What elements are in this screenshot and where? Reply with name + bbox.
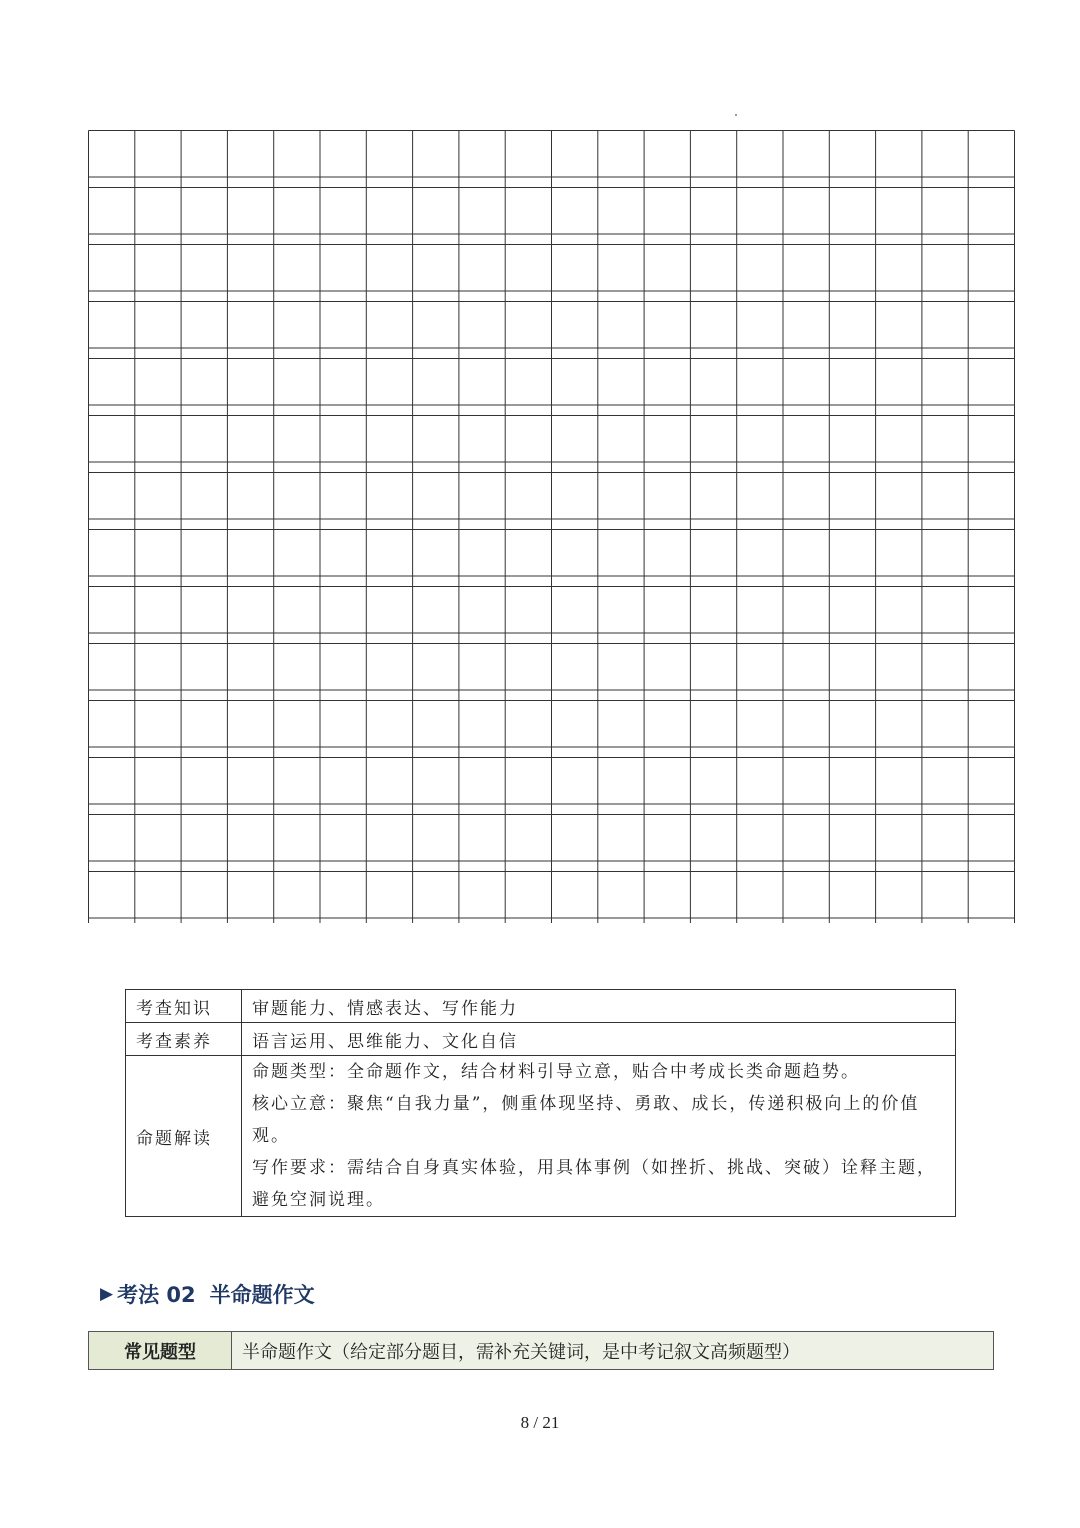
question-type-value: 半命题作文（给定部分题目，需补充关键词，是中考记叙文高频题型） [242, 1341, 800, 1363]
info-value: 语言运用、思维能力、文化自信 [242, 1023, 956, 1056]
info-row-literacy [126, 1023, 956, 1056]
interpretation-line: 避免空洞说理。 [252, 1190, 385, 1210]
page-number: 8 / 21 [520, 1413, 560, 1432]
info-key: 考查知识 [126, 990, 242, 1023]
interpretation-line: 命题类型：全命题作文，结合材料引导立意，贴合中考成长类命题趋势。 [252, 1062, 860, 1082]
info-row-knowledge [126, 990, 956, 1023]
section-title: 半命题作文 [209, 1283, 315, 1307]
interpretation-line: 写作要求：需结合自身真实体验，用具体事例（如挫折、挑战、突破）诠释主题， [252, 1158, 936, 1178]
info-value-block [242, 1056, 956, 1217]
info-row-interpretation [126, 1056, 956, 1217]
writing-grid [88, 130, 1016, 923]
triangle-icon: ▶ [100, 1284, 114, 1304]
stray-dot [735, 114, 737, 116]
question-type-row [88, 1331, 994, 1370]
question-type-label: 常见题型 [89, 1332, 232, 1369]
info-table [125, 989, 956, 1217]
interpretation-line: 观。 [252, 1126, 290, 1146]
info-key: 考查素养 [126, 1023, 242, 1056]
info-value: 审题能力、情感表达、写作能力 [242, 990, 956, 1023]
section-label: 考法 02 [117, 1283, 196, 1307]
info-key: 命题解读 [126, 1056, 242, 1217]
section-heading [100, 1279, 315, 1309]
interpretation-line: 核心立意：聚焦“自我力量”，侧重体现坚持、勇敢、成长，传递积极向上的价值 [252, 1094, 920, 1114]
